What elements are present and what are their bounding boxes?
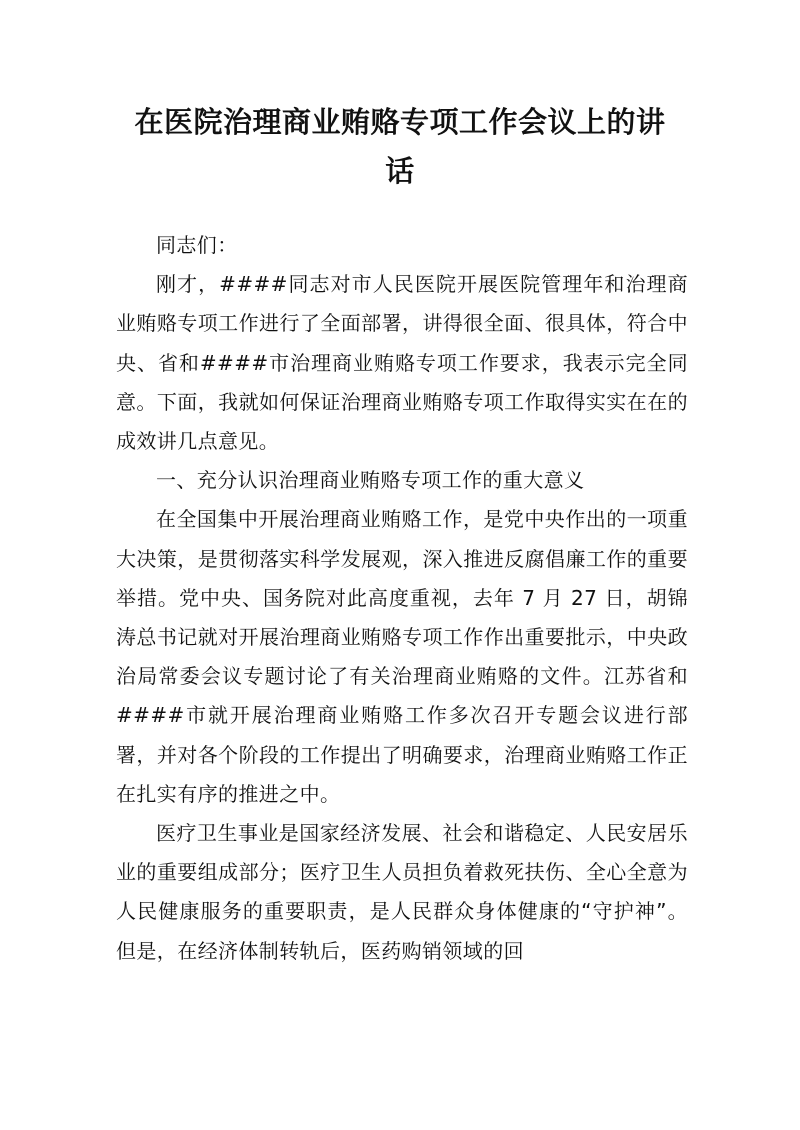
paragraph-healthcare: 医疗卫生事业是国家经济发展、社会和谐稳定、人民安居乐业的重要组成部分；医疗卫生人员担负着救死扶伤、全心全意为人民健康服务的重要职责，是人民群众身体健康的“守护神”。但是，在经济体制转轨后，医药购销领域的回 [116,821,688,963]
section-heading-1: 一、充分认识治理商业贿赂专项工作的重大意义 [156,468,585,493]
salutation: 同志们： [156,233,238,257]
document-title: 在医院治理商业贿赂专项工作会议上的讲话 [134,105,666,188]
paragraph-significance: 在全国集中开展治理商业贿赂工作，是党中央作出的一项重大决策，是贯彻落实科学发展观，深入推进反腐倡廉工作的重要举措。党中央、国务院对此高度重视，去年 7 月 27 日，胡锦涛总书记就对开展治理商业贿赂专项工作作出重要批示，中央政治局常委会议专题讨论了有关治理商业贿赂的文件。江苏省和####市就开展治理商业贿赂工作多次召开专题会议进行部署，并对各个阶段的工作提出了明确要求，治理商业贿赂工作正在扎实有序的推进之中。 [116,507,688,806]
document-body [116,226,688,971]
paragraph-intro: 刚才，####同志对市人民医院开展医院管理年和治理商业贿赂专项工作进行了全面部署，讲得很全面、很具体，符合中央、省和####市治理商业贿赂专项工作要求，我表示完全同意。下面，我就如何保证治理商业贿赂专项工作取得实实在在的成效讲几点意见。 [116,272,688,454]
